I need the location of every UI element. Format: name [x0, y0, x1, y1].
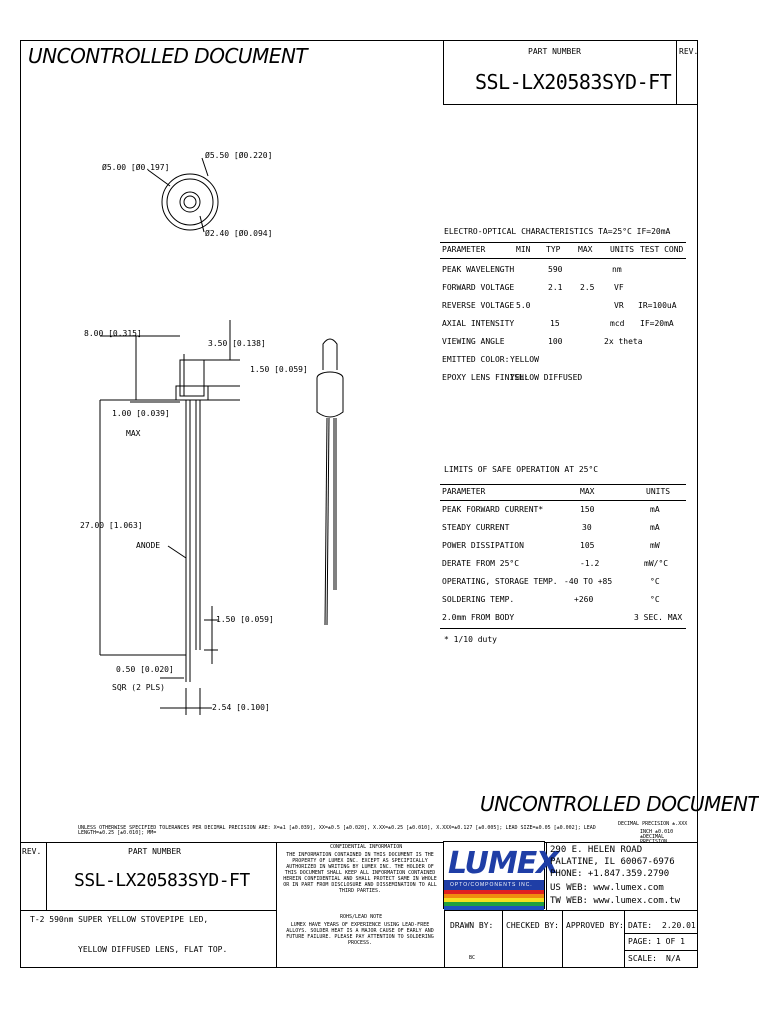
address-line: 290 E. HELEN ROAD — [550, 845, 643, 855]
drawn-by-value: BC — [469, 955, 476, 961]
lead-offset-label: 1.50 [0.059] — [216, 615, 274, 624]
uncontrolled-stamp-bottom: UNCONTROLLED DOCUMENT — [480, 792, 759, 816]
address-line: TW WEB: www.lumex.com.tw — [550, 896, 681, 906]
lead-length-label: 27.00 [1.063] — [80, 521, 143, 530]
logo-subtitle: OPTO/COMPONENTS INC. — [450, 882, 533, 888]
checked-col-divider — [562, 910, 563, 968]
header-divider — [443, 40, 444, 104]
eo-table-title: ELECTRO-OPTICAL CHARACTERISTICS TA=25°C IF=20mA — [444, 227, 671, 236]
title-block-mid-line — [20, 910, 276, 911]
inch-precision-note: INCH ±0.010 ±DECIMAL PRECISION — [640, 829, 674, 845]
part-number-label: PART NUMBER — [528, 47, 581, 56]
eo-header-typ: TYP — [546, 245, 561, 254]
checked-by-label: CHECKED BY: — [506, 921, 559, 930]
flange-label: 1.50 [0.059] — [250, 365, 308, 374]
drawn-by-label: DRAWN BY: — [450, 921, 494, 930]
title-block-mid-line-right — [444, 910, 698, 911]
limits-header-max: MAX — [580, 487, 595, 496]
sqr-label: SQR (2 PLS) — [112, 683, 165, 692]
eo-header-max: MAX — [578, 245, 593, 254]
logo-wordmark: LUMEX — [448, 846, 559, 881]
footer-part-number: SSL-LX20583SYD-FT — [74, 870, 250, 891]
anode-label: ANODE — [136, 541, 161, 550]
dia-tip-label: Ø2.40 [Ø0.094] — [205, 229, 273, 238]
rev-divider — [676, 40, 677, 104]
description-line-1: T-2 590nm SUPER YELLOW STOVEPIPE LED, — [30, 915, 209, 924]
limits-footnote: * 1/10 duty — [444, 635, 497, 644]
limits-header-units: UNITS — [646, 487, 671, 496]
flange-max-label: 1.00 [0.039] — [112, 409, 170, 418]
drawn-col-divider — [502, 910, 503, 968]
eo-header-parameter: PARAMETER — [442, 245, 486, 254]
address-line: PHONE: +1.847.359.2790 — [550, 869, 670, 879]
mm-precision-note: DECIMAL PRECISION ±.XXX — [618, 821, 688, 827]
confidential-text: THE INFORMATION CONTAINED IN THIS DOCUMENT IS THE PROPERTY OF LUMEX INC. EXCEPT AS SPECIFICALLY AUTHORIZED IN WRITING BY LUMEX INC. THE HOLDER OF THIS DOCUMENT SHALL KEEP ALL INFORMATION CONTAINED HEREIN CONFIDENTIAL AND SHALL PROTECT SAME IN WHOLE OR IN PART FROM DISCLOSURE AND DISSEMINATION TO ALL THIRD PARTIES. — [283, 852, 437, 894]
uncontrolled-stamp-top: UNCONTROLLED DOCUMENT — [28, 44, 308, 68]
max-label: MAX — [126, 429, 141, 438]
eo-header-test-cond: TEST COND — [640, 245, 684, 254]
led-3d-view — [305, 330, 355, 630]
body-height-label: 3.50 [0.138] — [208, 339, 266, 348]
dia-outer-label: Ø5.00 [Ø0.197] — [102, 163, 170, 172]
date-row-line — [624, 933, 698, 934]
limits-header-parameter: PARAMETER — [442, 487, 486, 496]
eo-header-units: UNITS — [610, 245, 635, 254]
date-value: 2.20.01 — [662, 921, 696, 930]
page-label: PAGE: — [628, 937, 653, 946]
date-label: DATE: — [628, 921, 653, 930]
page-row-line — [624, 950, 698, 951]
footer-part-number-label: PART NUMBER — [128, 847, 181, 856]
header-bottom-line — [443, 104, 698, 105]
rohs-title: ROHS/LEAD NOTE — [340, 914, 383, 920]
height-total-label: 8.00 [0.315] — [84, 329, 142, 338]
footer-rev-label: REV. — [22, 847, 42, 856]
approved-by-label: APPROVED BY: — [566, 921, 624, 930]
eo-table: PARAMETER MIN TYP MAX UNITS TEST COND PEAK WAVELENGTH 590 nm FORWARD VOLTAGE 2.1 2.5 VF REVERSE VOLTAGE 5.0 VR IR=100uA AXIAL INTENSITY 15 mcd IF=20mA VIEWING ANGLE 100 2x theta EMITTED COLOR: YELLOW EPOXY LENS FINISH: YELLOW DIFFUSED — [440, 242, 686, 392]
tolerance-note: UNLESS OTHERWISE SPECIFIED TOLERANCES PER DECIMAL PRECISION ARE: X=±1 [±0.039], XX=±0.5 [±0.020], X.XX=±0.25 [±0.010], X.XXX=±0.127 [±0.005]; LEAD SIZE=±0.05 [±0.002]; LEAD LENGTH=±0.25 [±0.010]; MM= — [78, 825, 596, 836]
limits-table-title: LIMITS OF SAFE OPERATION AT 25°C — [444, 465, 599, 474]
scale-value: N/A — [666, 954, 681, 963]
scale-label: SCALE: — [628, 954, 657, 963]
dia-flange-label: Ø5.50 [Ø0.220] — [205, 151, 273, 160]
address-line: PALATINE, IL 60067-6976 — [550, 857, 675, 867]
desc-col-divider — [276, 842, 277, 968]
lead-spacing-label: 2.54 [0.100] — [212, 703, 270, 712]
confidential-title: CONFIDENTIAL INFORMATION — [330, 844, 403, 850]
lead-square-label: 0.50 [0.020] — [116, 665, 174, 674]
page-value: 1 OF 1 — [656, 937, 685, 946]
part-number: SSL-LX20583SYD-FT — [475, 70, 672, 94]
lumex-logo — [443, 841, 559, 909]
rohs-text: LUMEX HAVE YEARS OF EXPERIENCE USING LEAD-FREE ALLOYS. SOLDER HEAT IS A MAJOR CAUSE OF EARLY AND FUTURE FAILURE. PLEASE PAY ATTENTION TO SOLDERING PROCESS. — [286, 922, 434, 946]
limits-table: PARAMETER MAX UNITS PEAK FORWARD CURRENT* 150 mA STEADY CURRENT 30 mA POWER DISSIPATION 105 mW DERATE FROM 25°C -1.2 mW/°C OPERATING, STORAGE TEMP. -40 TO +85 °C SOLDERING TEMP. +260 °C 2.0mm FROM BODY 3 SEC. MAX — [440, 484, 686, 644]
title-block-top-line — [20, 842, 698, 843]
address-line: US WEB: www.lumex.com — [550, 883, 664, 893]
description-line-2: YELLOW DIFFUSED LENS, FLAT TOP. — [78, 945, 228, 954]
rev-col-divider — [46, 842, 47, 910]
rev-label: REV. — [679, 47, 699, 56]
eo-header-min: MIN — [516, 245, 531, 254]
approved-col-divider — [624, 910, 625, 968]
